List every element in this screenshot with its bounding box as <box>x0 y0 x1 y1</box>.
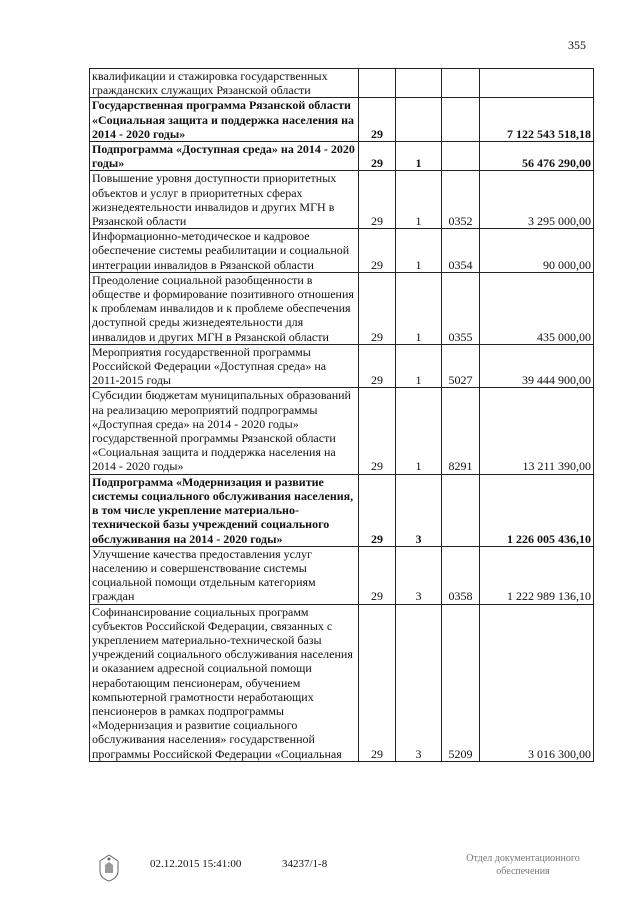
table-row <box>90 272 594 344</box>
row-name-cell: Подпрограмма «Модернизация и развитие системы социального обслуживания населения, в том числе укрепление материально-технической базы учреждений социального обслуживания на 2014 - 2020 годы» <box>90 474 359 546</box>
row-target-code-cell: 0352 <box>442 171 480 229</box>
table-row <box>90 344 594 388</box>
row-name-cell: квалификации и стажировка государственных гражданских служащих Рязанской области <box>90 69 359 98</box>
row-name-cell: Улучшение качества предоставления услуг населению и совершенствование системы социальной помощи отдельным категориям граждан <box>90 546 359 604</box>
table-row <box>90 388 594 474</box>
footer-doc-number: 34237/1-8 <box>282 858 328 870</box>
page-number: 355 <box>568 38 586 52</box>
row-amount-cell: 3 016 300,00 <box>480 604 594 761</box>
row-ministry-code-cell: 29 <box>359 142 396 171</box>
row-target-code-cell <box>442 98 480 142</box>
row-subprogram-code-cell <box>396 69 442 98</box>
row-ministry-code-cell: 29 <box>359 388 396 474</box>
row-amount-cell <box>480 69 594 98</box>
row-amount-cell: 1 222 989 136,10 <box>480 546 594 604</box>
table-row <box>90 546 594 604</box>
coat-of-arms-icon <box>96 853 122 883</box>
row-name-cell: Софинансирование социальных программ субъектов Российской Федерации, связанных с укреплением материально-технической базы учреждений социального обслуживания населения и оказанием адресной социальной помощи неработающим пенсионерам, обучением компьютерной грамотности неработающих пенсионеров в рамках подпрограммы «Модернизация и развитие социального обслуживания населения» государственной программы Российской Федерации «Социальная <box>90 604 359 761</box>
row-name-cell: Повышение уровня доступности приоритетных объектов и услуг в приоритетных сферах жизнедеятельности инвалидов и других МГН в Рязанской области <box>90 171 359 229</box>
row-name-cell: Преодоление социальной разобщенности в обществе и формирование позитивного отношения к проблемам инвалидов и к проблеме обеспечения доступной среды жизнедеятельности для инвалидов и других МГН в Рязанской области <box>90 272 359 344</box>
footer-datetime: 02.12.2015 15:41:00 <box>150 858 242 870</box>
footer-department-line2: обеспечения <box>496 866 550 877</box>
table-row <box>90 171 594 229</box>
row-ministry-code-cell: 29 <box>359 474 396 546</box>
row-target-code-cell <box>442 474 480 546</box>
table-row <box>90 142 594 171</box>
table-row <box>90 474 594 546</box>
table-row <box>90 604 594 761</box>
row-amount-cell: 13 211 390,00 <box>480 388 594 474</box>
row-target-code-cell <box>442 69 480 98</box>
row-name-cell: Мероприятия государственной программы Российской Федерации «Доступная среда» на 2011-2015 годы <box>90 344 359 388</box>
row-amount-cell: 1 226 005 436,10 <box>480 474 594 546</box>
row-ministry-code-cell: 29 <box>359 98 396 142</box>
row-subprogram-code-cell: 1 <box>396 229 442 273</box>
row-name-cell: Государственная программа Рязанской области «Социальная защита и поддержка населения на 2014 - 2020 годы» <box>90 98 359 142</box>
row-ministry-code-cell: 29 <box>359 229 396 273</box>
row-target-code-cell: 5027 <box>442 344 480 388</box>
row-ministry-code-cell: 29 <box>359 546 396 604</box>
row-target-code-cell: 0354 <box>442 229 480 273</box>
table-row <box>90 98 594 142</box>
footer-department-line1: Отдел документационного <box>466 853 580 864</box>
row-subprogram-code-cell: 1 <box>396 388 442 474</box>
row-amount-cell: 3 295 000,00 <box>480 171 594 229</box>
row-ministry-code-cell <box>359 69 396 98</box>
row-subprogram-code-cell: 1 <box>396 171 442 229</box>
budget-table-body <box>90 69 594 762</box>
row-target-code-cell: 0355 <box>442 272 480 344</box>
row-ministry-code-cell: 29 <box>359 344 396 388</box>
row-subprogram-code-cell: 3 <box>396 474 442 546</box>
row-subprogram-code-cell: 3 <box>396 546 442 604</box>
row-target-code-cell: 0358 <box>442 546 480 604</box>
footer-department-stamp <box>448 852 598 878</box>
row-name-cell: Подпрограмма «Доступная среда» на 2014 - 2020 годы» <box>90 142 359 171</box>
row-subprogram-code-cell <box>396 98 442 142</box>
row-amount-cell: 56 476 290,00 <box>480 142 594 171</box>
row-subprogram-code-cell: 1 <box>396 272 442 344</box>
row-ministry-code-cell: 29 <box>359 604 396 761</box>
row-subprogram-code-cell: 3 <box>396 604 442 761</box>
row-target-code-cell <box>442 142 480 171</box>
table-row <box>90 69 594 98</box>
row-ministry-code-cell: 29 <box>359 272 396 344</box>
row-amount-cell: 435 000,00 <box>480 272 594 344</box>
table-row <box>90 229 594 273</box>
row-target-code-cell: 5209 <box>442 604 480 761</box>
row-name-cell: Субсидии бюджетам муниципальных образований на реализацию мероприятий подпрограммы «Доступная среда» на 2014 - 2020 годы» государственной программы Рязанской области «Социальная защита и поддержка населения на 2014 - 2020 годы» <box>90 388 359 474</box>
row-amount-cell: 39 444 900,00 <box>480 344 594 388</box>
row-subprogram-code-cell: 1 <box>396 142 442 171</box>
budget-table <box>89 68 594 762</box>
row-ministry-code-cell: 29 <box>359 171 396 229</box>
row-subprogram-code-cell: 1 <box>396 344 442 388</box>
row-name-cell: Информационно-методическое и кадровое обеспечение системы реабилитации и социальной интеграции инвалидов в Рязанской области <box>90 229 359 273</box>
row-target-code-cell: 8291 <box>442 388 480 474</box>
row-amount-cell: 7 122 543 518,18 <box>480 98 594 142</box>
row-amount-cell: 90 000,00 <box>480 229 594 273</box>
